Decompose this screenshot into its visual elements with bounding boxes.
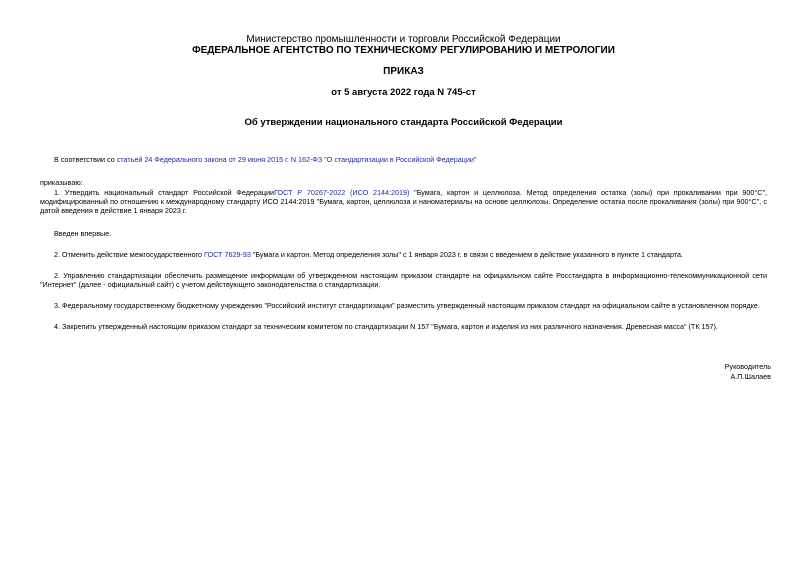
p2-prefix: 2. Отменить действие межгосударственного [54, 250, 205, 259]
p1-suffix: "Бумага, картон и целлюлоза. Метод определения остатка (золы) при прокаливании при 900°С", модифицированный по отношению к международному стандарту ИСО 2144:2019 "Бумага, картон, целлюлоза и наноматериалы на основе целлюлозы. Определение остатка после прокаливания (золы) при 900°С", с датой введения в действие 1 января 2023 г. [40, 188, 767, 215]
paragraph-3: 2. Управлению стандартизации обеспечить размещение информации об утвержденном настоящим приказом стандарте на официальном сайте Росстандарта в информационно-телекоммуникационной сети "Интернет" (далее - официальный сайт) с учетом действующего законодательства о стандартизации. [40, 271, 767, 289]
intro-prefix: В соответствии со [54, 155, 117, 164]
paragraph-5: 4. Закрепить утвержденный настоящим приказом стандарт за техническим комитетом по стандартизации N 157 "Бумага, картон и изделия из них различного назначения. Древесная масса" (ТК 157). [54, 322, 718, 331]
document-title: Об утверждении национального стандарта Российской Федерации [244, 117, 563, 128]
agency-name: ФЕДЕРАЛЬНОЕ АГЕНТСТВО ПО ТЕХНИЧЕСКОМУ РЕГУЛИРОВАНИЮ И МЕТРОЛОГИИ [192, 45, 615, 56]
signature-block [725, 362, 771, 382]
paragraph-4: 3. Федеральному государственному бюджетному учреждению "Российский институт стандартизации" разместить утвержденный настоящим приказом стандарт на официальном сайте в установленном порядке. [54, 301, 760, 310]
p2-suffix: "Бумага и картон. Метод определения золы" с 1 января 2023 г. в связи с введением в действие указанного в пункте 1 стандарта. [250, 250, 684, 259]
document-date-number: от 5 августа 2022 года N 745-ст [331, 87, 476, 98]
signature-name: А.П.Шалаев [730, 372, 771, 381]
paragraph-2 [40, 250, 767, 259]
introduced-note: Введен впервые. [54, 229, 112, 238]
signature-position: Руководитель [724, 362, 771, 371]
ministry-name: Министерство промышленности и торговли Российской Федерации [246, 34, 561, 45]
p1-prefix: 1. Утвердить национальный стандарт Российской Федерации [54, 188, 275, 197]
paragraph-1 [40, 188, 767, 215]
gost-r-70267-link[interactable]: ГОСТ Р 70267-2022 (ИСО 2144:2019) [274, 188, 410, 197]
gost-7629-link[interactable]: ГОСТ 7629-93 [204, 250, 251, 259]
document-type: ПРИКАЗ [383, 66, 424, 77]
intro-paragraph [40, 155, 767, 164]
federal-law-link[interactable]: статьей 24 Федерального закона от 29 июня 2015 г. N 162-ФЗ "О стандартизации в Российской Федерации" [116, 155, 477, 164]
order-word: приказываю: [40, 178, 83, 187]
